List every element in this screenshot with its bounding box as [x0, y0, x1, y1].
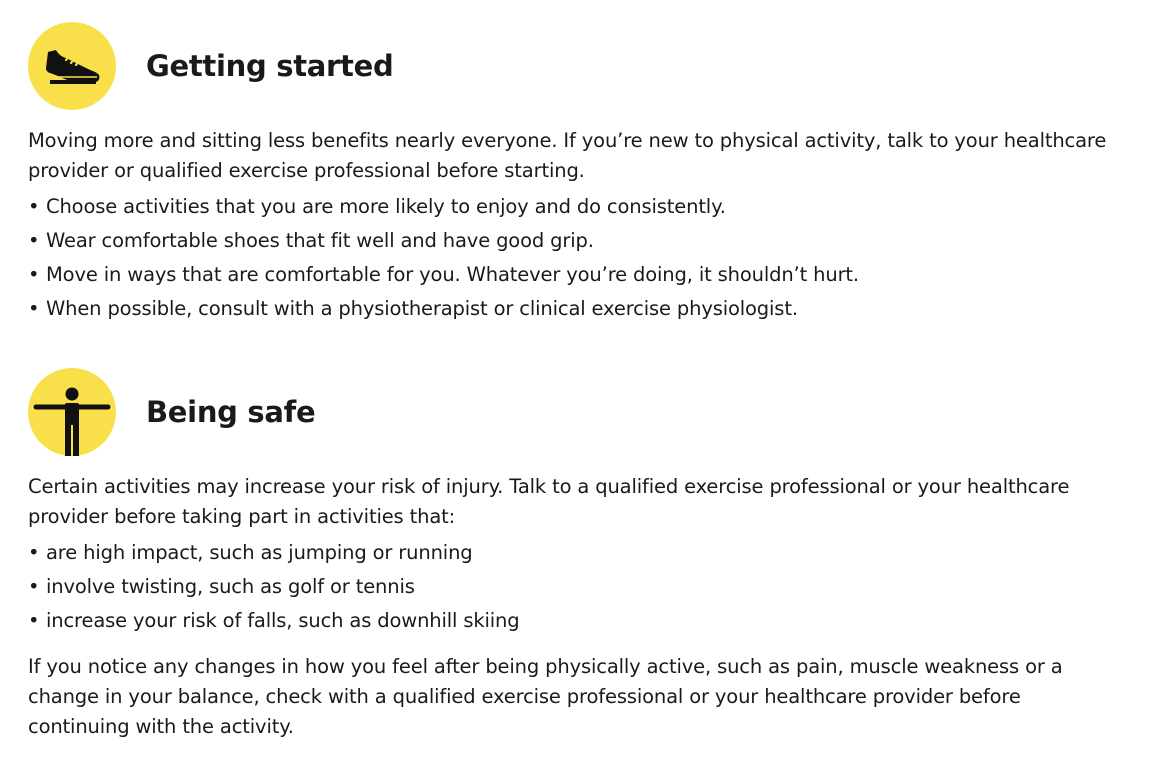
bullet-dot: •	[28, 263, 40, 286]
bullet-dot: •	[28, 229, 40, 252]
being-safe-intro: Certain activities may increase your risk of injury. Talk to a qualified exercise professional or your healthcare provider before taking part in activities that:	[28, 475, 1070, 528]
list-item	[28, 536, 1118, 570]
bullet-dot: •	[28, 609, 40, 632]
person-balance-icon	[28, 368, 116, 456]
bullet-dot: •	[28, 575, 40, 598]
list-item-text: Choose activities that you are more likely to enjoy and do consistently.	[46, 195, 726, 218]
list-item	[28, 190, 1118, 224]
bullet-dot: •	[28, 195, 40, 218]
getting-started-section	[28, 22, 1118, 326]
list-item-text: Wear comfortable shoes that fit well and have good grip.	[46, 229, 594, 252]
being-safe-title: Being safe	[146, 395, 316, 429]
getting-started-title: Getting started	[146, 49, 394, 83]
being-safe-section	[28, 368, 1118, 742]
getting-started-list	[28, 190, 1118, 326]
list-item	[28, 604, 1118, 638]
being-safe-header	[28, 368, 1118, 456]
list-item	[28, 292, 1118, 326]
bullet-dot: •	[28, 541, 40, 564]
list-item	[28, 224, 1118, 258]
list-item-text: When possible, consult with a physiotherapist or clinical exercise physiologist.	[46, 297, 798, 320]
getting-started-intro: Moving more and sitting less benefits nearly everyone. If you’re new to physical activity, talk to your healthcare provider or qualified exercise professional before starting.	[28, 129, 1107, 182]
being-safe-closing: If you notice any changes in how you feel after being physically active, such as pain, muscle weakness or a change in your balance, check with a qualified exercise professional or your healthcare provider before continuing with the activity.	[28, 655, 1063, 738]
list-item	[28, 570, 1118, 604]
list-item-text: involve twisting, such as golf or tennis	[46, 575, 415, 598]
list-item-text: increase your risk of falls, such as downhill skiing	[46, 609, 520, 632]
list-item-text: are high impact, such as jumping or running	[46, 541, 473, 564]
being-safe-list	[28, 536, 1118, 638]
list-item	[28, 258, 1118, 292]
list-item-text: Move in ways that are comfortable for you. Whatever you’re doing, it shouldn’t hurt.	[46, 263, 859, 286]
sneaker-icon	[28, 22, 116, 110]
bullet-dot: •	[28, 297, 40, 320]
getting-started-header	[28, 22, 1118, 110]
